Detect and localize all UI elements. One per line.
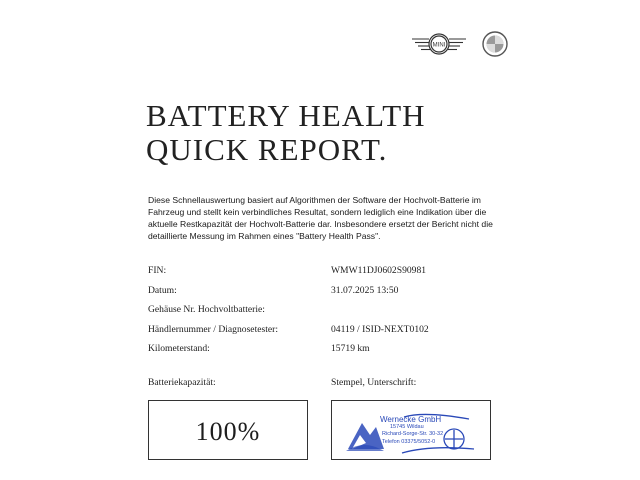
field-row-date [148, 285, 508, 305]
stamp-label: Stempel, Unterschrift: [331, 377, 417, 388]
field-value: 31.07.2025 13:50 [331, 284, 399, 296]
field-value: 04119 / ISID-NEXT0102 [331, 323, 429, 335]
field-label: FIN: [148, 265, 167, 276]
brand-logos [410, 30, 508, 58]
stamp-street: Richard-Sorge-Str. 30-32 [382, 431, 444, 437]
stamp-phone: Telefon 03375/5052-0 [382, 439, 436, 445]
intro-text: Diese Schnellauswertung basiert auf Algorithmen der Software der Hochvolt-Batterie im Fahrzeug und stellt kein verbindliches Resultat, sondern lediglich eine Indikation über die aktuelle Restkapazität der Hochvolt-Batterie dar. Insbesondere ersetzt der Bericht nicht die detaillierte Messung im Rahmen eines "Battery Health Pass". [148, 195, 493, 241]
stamp-company: Wernecke GmbH [380, 415, 442, 424]
field-row-housing [148, 304, 508, 324]
stamp-box [331, 400, 491, 460]
field-label: Händlernummer / Diagnosetester: [148, 323, 279, 335]
stamp-city: 15745 Wildau [390, 424, 424, 430]
field-value: WMW11DJ0602S90981 [331, 265, 427, 276]
bmw-logo-icon [482, 31, 508, 57]
title-line-1: BATTERY HEALTH [146, 98, 426, 133]
report-fields [148, 265, 508, 363]
capacity-value: 100% [195, 417, 261, 446]
field-row-mileage [148, 343, 508, 363]
svg-text:MINI: MINI [432, 42, 446, 49]
field-label: Gehäuse Nr. Hochvoltbatterie: [148, 304, 265, 315]
mini-logo-icon [410, 30, 468, 58]
capacity-label: Batteriekapazität: [148, 377, 216, 388]
field-row-fin [148, 265, 508, 285]
field-label: Datum: [148, 284, 177, 296]
report-title [146, 99, 426, 167]
field-value: 15719 km [331, 343, 370, 354]
title-line-2: QUICK REPORT. [146, 132, 388, 167]
field-row-dealer [148, 324, 508, 344]
capacity-box [148, 400, 308, 460]
field-label: Kilometerstand: [148, 343, 210, 354]
